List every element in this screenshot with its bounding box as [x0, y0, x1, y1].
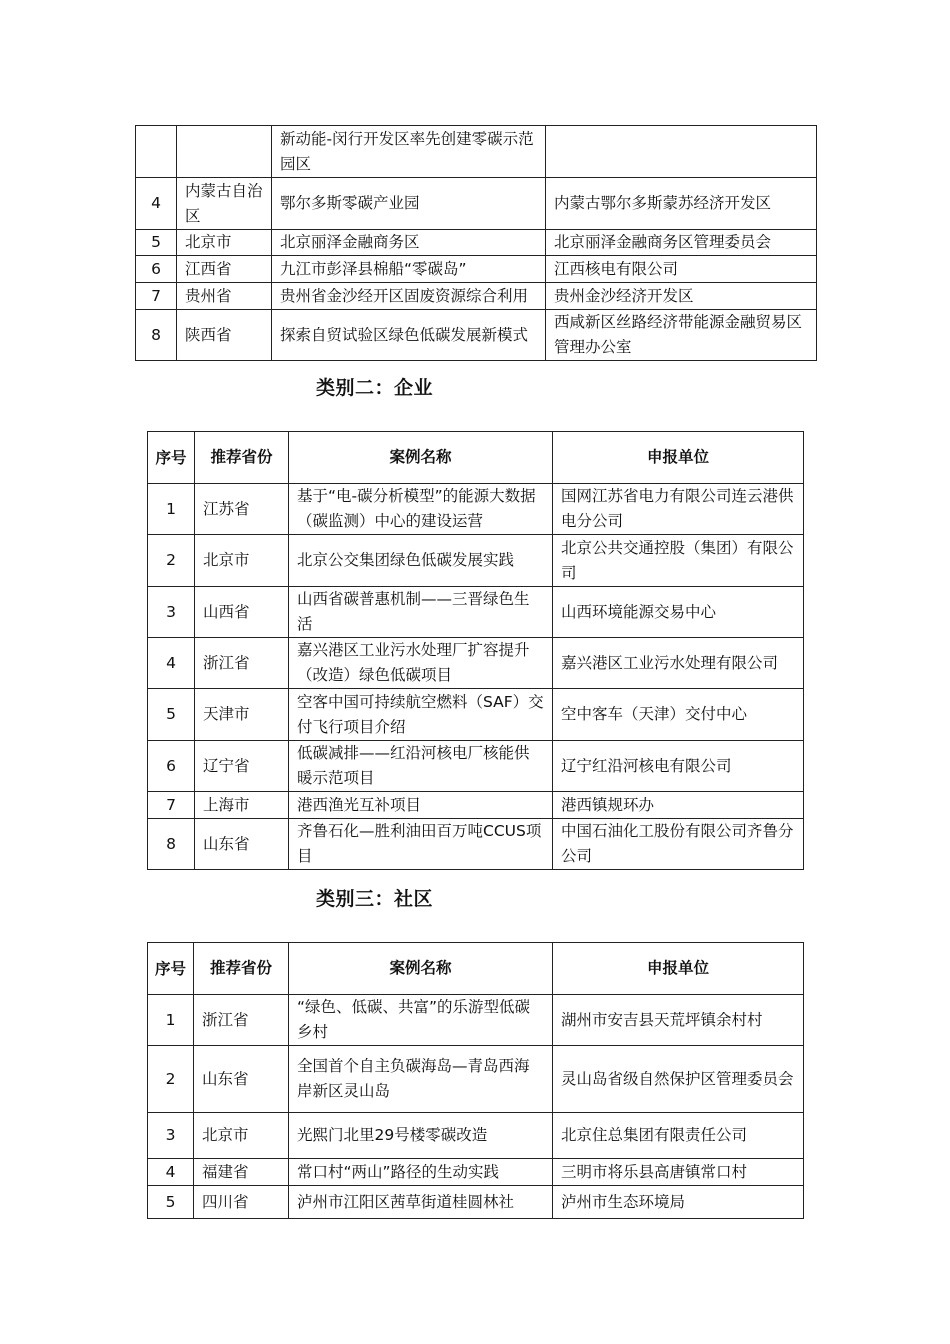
- header-name: 案例名称: [289, 432, 553, 484]
- header-province: 推荐省份: [194, 943, 289, 995]
- table-row: 5 四川省 泸州市江阳区茜草街道桂圆林社 泸州市生态环境局: [148, 1186, 804, 1219]
- table-row: 6 江西省 九江市彭泽县棉船“零碳岛” 江西核电有限公司: [136, 256, 817, 283]
- table-row: 5 天津市 空客中国可持续航空燃料（SAF）交付飞行项目介绍 空中客车（天津）交付中心: [148, 689, 804, 741]
- header-num: 序号: [148, 432, 195, 484]
- table-row: 5 北京市 北京丽泽金融商务区 北京丽泽金融商务区管理委员会: [136, 230, 817, 256]
- category1-continued-table: [135, 125, 817, 361]
- category3-heading: 类别三：社区: [316, 888, 434, 910]
- table-row: 7 贵州省 贵州省金沙经开区固废资源综合利用 贵州金沙经济开发区: [136, 283, 817, 310]
- table-row: 8 山东省 齐鲁石化—胜利油田百万吨CCUS项目 中国石油化工股份有限公司齐鲁分公司: [148, 819, 804, 870]
- header-num: 序号: [148, 943, 194, 995]
- table-row: 6 辽宁省 低碳减排——红沿河核电厂核能供暖示范项目 辽宁红沿河核电有限公司: [148, 741, 804, 792]
- category2-enterprise-table: [147, 431, 804, 870]
- table-row: 4 浙江省 嘉兴港区工业污水处理厂扩容提升（改造）绿色低碳项目 嘉兴港区工业污水处理有限公司: [148, 638, 804, 689]
- category3-community-table: [147, 942, 804, 1219]
- table-row: 2 山东省 全国首个自主负碳海岛—青岛西海岸新区灵山岛 灵山岛省级自然保护区管理委员会: [148, 1046, 804, 1113]
- table-row: 3 山西省 山西省碳普惠机制——三晋绿色生活 山西环境能源交易中心: [148, 587, 804, 638]
- header-province: 推荐省份: [195, 432, 289, 484]
- header-name: 案例名称: [289, 943, 553, 995]
- table-row: 8 陕西省 探索自贸试验区绿色低碳发展新模式 西咸新区丝路经济带能源金融贸易区管理办公室: [136, 310, 817, 361]
- table-header-row: [148, 432, 804, 484]
- category2-heading: 类别二：企业: [316, 377, 434, 399]
- table-row: 4 内蒙古自治区 鄂尔多斯零碳产业园 内蒙古鄂尔多斯蒙苏经济开发区: [136, 178, 817, 230]
- table-row: 1 浙江省 “绿色、低碳、共富”的乐游型低碳乡村 湖州市安吉县天荒坪镇余村村: [148, 995, 804, 1046]
- table-row: 2 北京市 北京公交集团绿色低碳发展实践 北京公共交通控股（集团）有限公司: [148, 535, 804, 587]
- header-unit: 申报单位: [553, 432, 804, 484]
- table-row: 4 福建省 常口村“两山”路径的生动实践 三明市将乐县高唐镇常口村: [148, 1159, 804, 1186]
- table-row: 7 上海市 港西渔光互补项目 港西镇规环办: [148, 792, 804, 819]
- table-row: 1 江苏省 基于“电-碳分析模型”的能源大数据（碳监测）中心的建设运营 国网江苏省电力有限公司连云港供电分公司: [148, 484, 804, 535]
- table-header-row: [148, 943, 804, 995]
- table-row: 3 北京市 光熙门北里29号楼零碳改造 北京住总集团有限责任公司: [148, 1113, 804, 1159]
- table-row: 新动能-闵行开发区率先创建零碳示范园区: [136, 126, 817, 178]
- header-unit: 申报单位: [553, 943, 804, 995]
